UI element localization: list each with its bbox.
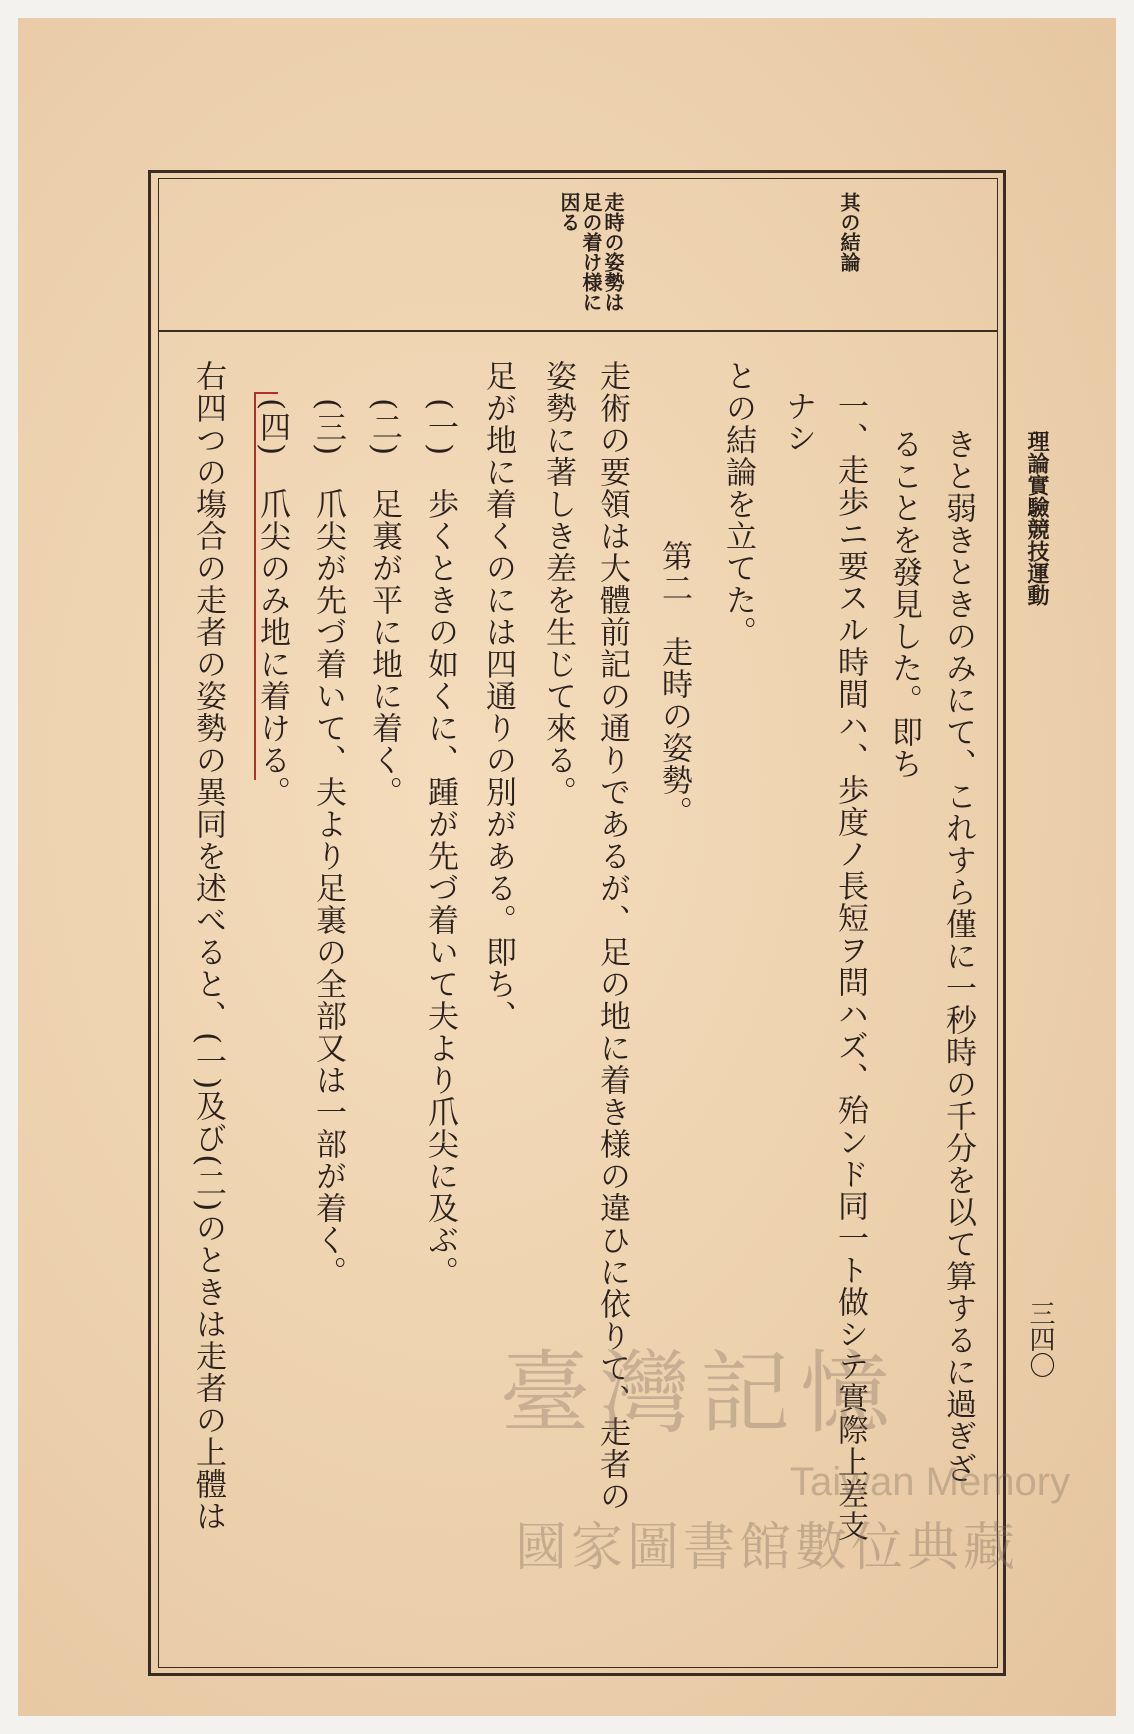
body-line-9: 右四つの塲合の走者の姿勢の異同を述べると、(一)及び(二)のときは走者の上體は bbox=[190, 360, 226, 1533]
section-heading: 第二 走時の姿勢。 bbox=[656, 540, 692, 828]
watermark-chinese: 臺灣記憶 bbox=[500, 1341, 900, 1446]
margin-note-conclusion: 其の結論 bbox=[837, 192, 861, 272]
body-line-7: 姿勢に著しき差を生じて來る。 bbox=[540, 360, 576, 808]
margin-note-posture-3: 因る bbox=[557, 192, 581, 232]
page-number: 三四〇 bbox=[1025, 1300, 1055, 1378]
list-item-4: (四) 爪尖のみ地に着ける。 bbox=[254, 398, 290, 809]
body-line-2: ることを發見した。即ち bbox=[886, 428, 922, 780]
list-item-3: (三) 爪尖が先づ着いて、夫より足裏の全部又は一部が着く。 bbox=[310, 398, 346, 1289]
list-item-1: (一) 歩くときの如くに、踵が先づ着いて夫より爪尖に及ぶ。 bbox=[422, 398, 458, 1289]
margin-note-posture-1: 走時の姿勢は bbox=[601, 192, 625, 312]
watermark-library: 國家圖書館數位典藏 bbox=[515, 1518, 1020, 1578]
margin-note-posture-2: 足の着け様に bbox=[579, 192, 603, 312]
body-line-4: ナシ bbox=[780, 390, 816, 454]
body-line-1: きと弱きときのみにて、これすら僅に一秒時の千分を以て算するに過ぎざ bbox=[940, 428, 976, 1484]
body-line-5: との結論を立てた。 bbox=[720, 360, 756, 648]
margin-divider bbox=[158, 330, 998, 332]
body-line-3: 一、走歩ニ要スル時間ハ、歩度ノ長短ヲ問ハズ、殆ンド同一ト做シテ實際上差支 bbox=[832, 390, 868, 1542]
watermark-english: Taiwan Memory bbox=[790, 1460, 1071, 1504]
list-item-2: (二) 足裏が平に地に着く。 bbox=[366, 398, 402, 809]
red-pencil-mark bbox=[254, 392, 278, 780]
body-line-8: 足が地に着くのには四通りの別がある。即ち、 bbox=[480, 360, 516, 1032]
body-line-6: 走術の要領は大體前記の通りであるが、足の地に着き様の違ひに依りて、走者の bbox=[594, 360, 630, 1512]
running-header: 理論實驗競技運動 bbox=[1024, 430, 1050, 606]
